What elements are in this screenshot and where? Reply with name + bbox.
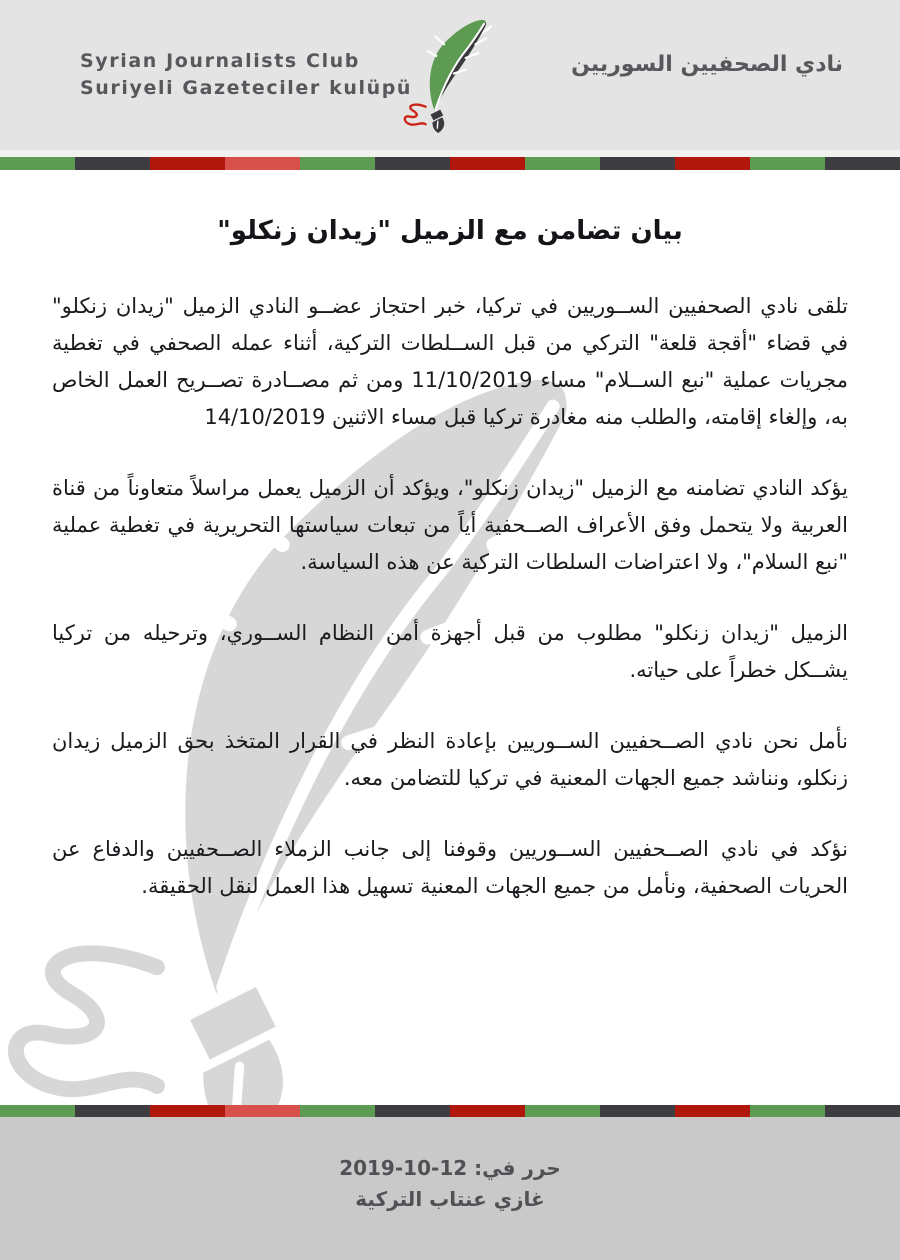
flag-stripe-bottom xyxy=(0,1105,900,1117)
quill-feather-logo-icon xyxy=(401,17,499,134)
stripe-segment xyxy=(825,1105,900,1117)
stripe-segment xyxy=(750,157,825,170)
club-name-latin xyxy=(80,48,412,102)
stripe-segment xyxy=(825,157,900,170)
stripe-segment xyxy=(600,1105,675,1117)
issue-date: حرر في: 12-10-2019 xyxy=(339,1156,561,1180)
club-name-turkish: Suriyeli Gazeteciler kulüpü xyxy=(80,77,413,99)
paragraph: الزميل "زيدان زنكلو" مطلوب من قبل أجهزة أمن النظام الســوري، وترحيله من تركيا يشــكل خطراً على حياته. xyxy=(52,621,848,682)
stripe-segment xyxy=(675,1105,750,1117)
paragraph: يؤكد النادي تضامنه مع الزميل "زيدان زنكلو"، ويؤكد أن الزميل يعمل مراسلاً متعاوناً من قناة العربية ولا يتحمل وفق الأعراف الصــحفية أياً من تبعات سياستها التحريرية في تغطية عملية "نبع السلام"، ولا اعتراضات السلطات التركية عن هذه السياسة. xyxy=(52,476,848,574)
stripe-segment xyxy=(75,1105,150,1117)
stripe-segment xyxy=(225,157,300,170)
stripe-segment xyxy=(600,157,675,170)
stripe-segment xyxy=(75,157,150,170)
divider-strip xyxy=(0,150,900,157)
club-name-english: Syrian Journalists Club xyxy=(80,50,361,72)
stripe-segment xyxy=(675,157,750,170)
document-body xyxy=(52,288,848,905)
stripe-segment xyxy=(0,157,75,170)
paragraph: نؤكد في نادي الصــحفيين الســوريين وقوفنا إلى جانب الزملاء الصــحفيين والدفاع عن الحريات الصحفية، ونأمل من جميع الجهات المعنية تسهيل هذا العمل لنقل الحقيقة. xyxy=(52,837,848,898)
stripe-segment xyxy=(525,1105,600,1117)
stripe-segment xyxy=(300,1105,375,1117)
club-name-arabic: نادي الصحفيين السوريين xyxy=(571,52,843,77)
stripe-segment xyxy=(300,157,375,170)
paragraph: تلقى نادي الصحفيين الســوريين في تركيا، خبر احتجاز عضــو النادي الزميل "زيدان زنكلو" في قضاء "أقجة قلعة" التركي من قبل الســلطات التركية، أثناء عمله الصحفي في تغطية مجريات عملية "نبع الســلام" مساء 11/10/2019 ومن ثم مصــادرة تصــريح العمل الخاص به، وإلغاء إقامته، والطلب منه مغادرة تركيا قبل مساء الاثنين 14/10/2019 xyxy=(52,294,848,429)
stripe-segment xyxy=(375,1105,450,1117)
stripe-segment xyxy=(150,157,225,170)
flag-stripe-top xyxy=(0,157,900,170)
stripe-segment xyxy=(750,1105,825,1117)
stripe-segment xyxy=(450,1105,525,1117)
document-page xyxy=(0,170,900,1105)
statement-title: بيان تضامن مع الزميل "زيدان زنكلو" xyxy=(217,216,683,246)
header xyxy=(0,0,900,150)
stripe-segment xyxy=(150,1105,225,1117)
paragraph: نأمل نحن نادي الصــحفيين الســوريين بإعادة النظر في القرار المتخذ بحق الزميل زيدان زنكلو، ونناشد جميع الجهات المعنية في تركيا للتضامن معه. xyxy=(52,729,848,790)
stripe-segment xyxy=(450,157,525,170)
stripe-segment xyxy=(375,157,450,170)
issue-place: غازي عنتاب التركية xyxy=(355,1187,545,1211)
footer xyxy=(0,1117,900,1260)
stripe-segment xyxy=(525,157,600,170)
stripe-segment xyxy=(0,1105,75,1117)
stripe-segment xyxy=(225,1105,300,1117)
